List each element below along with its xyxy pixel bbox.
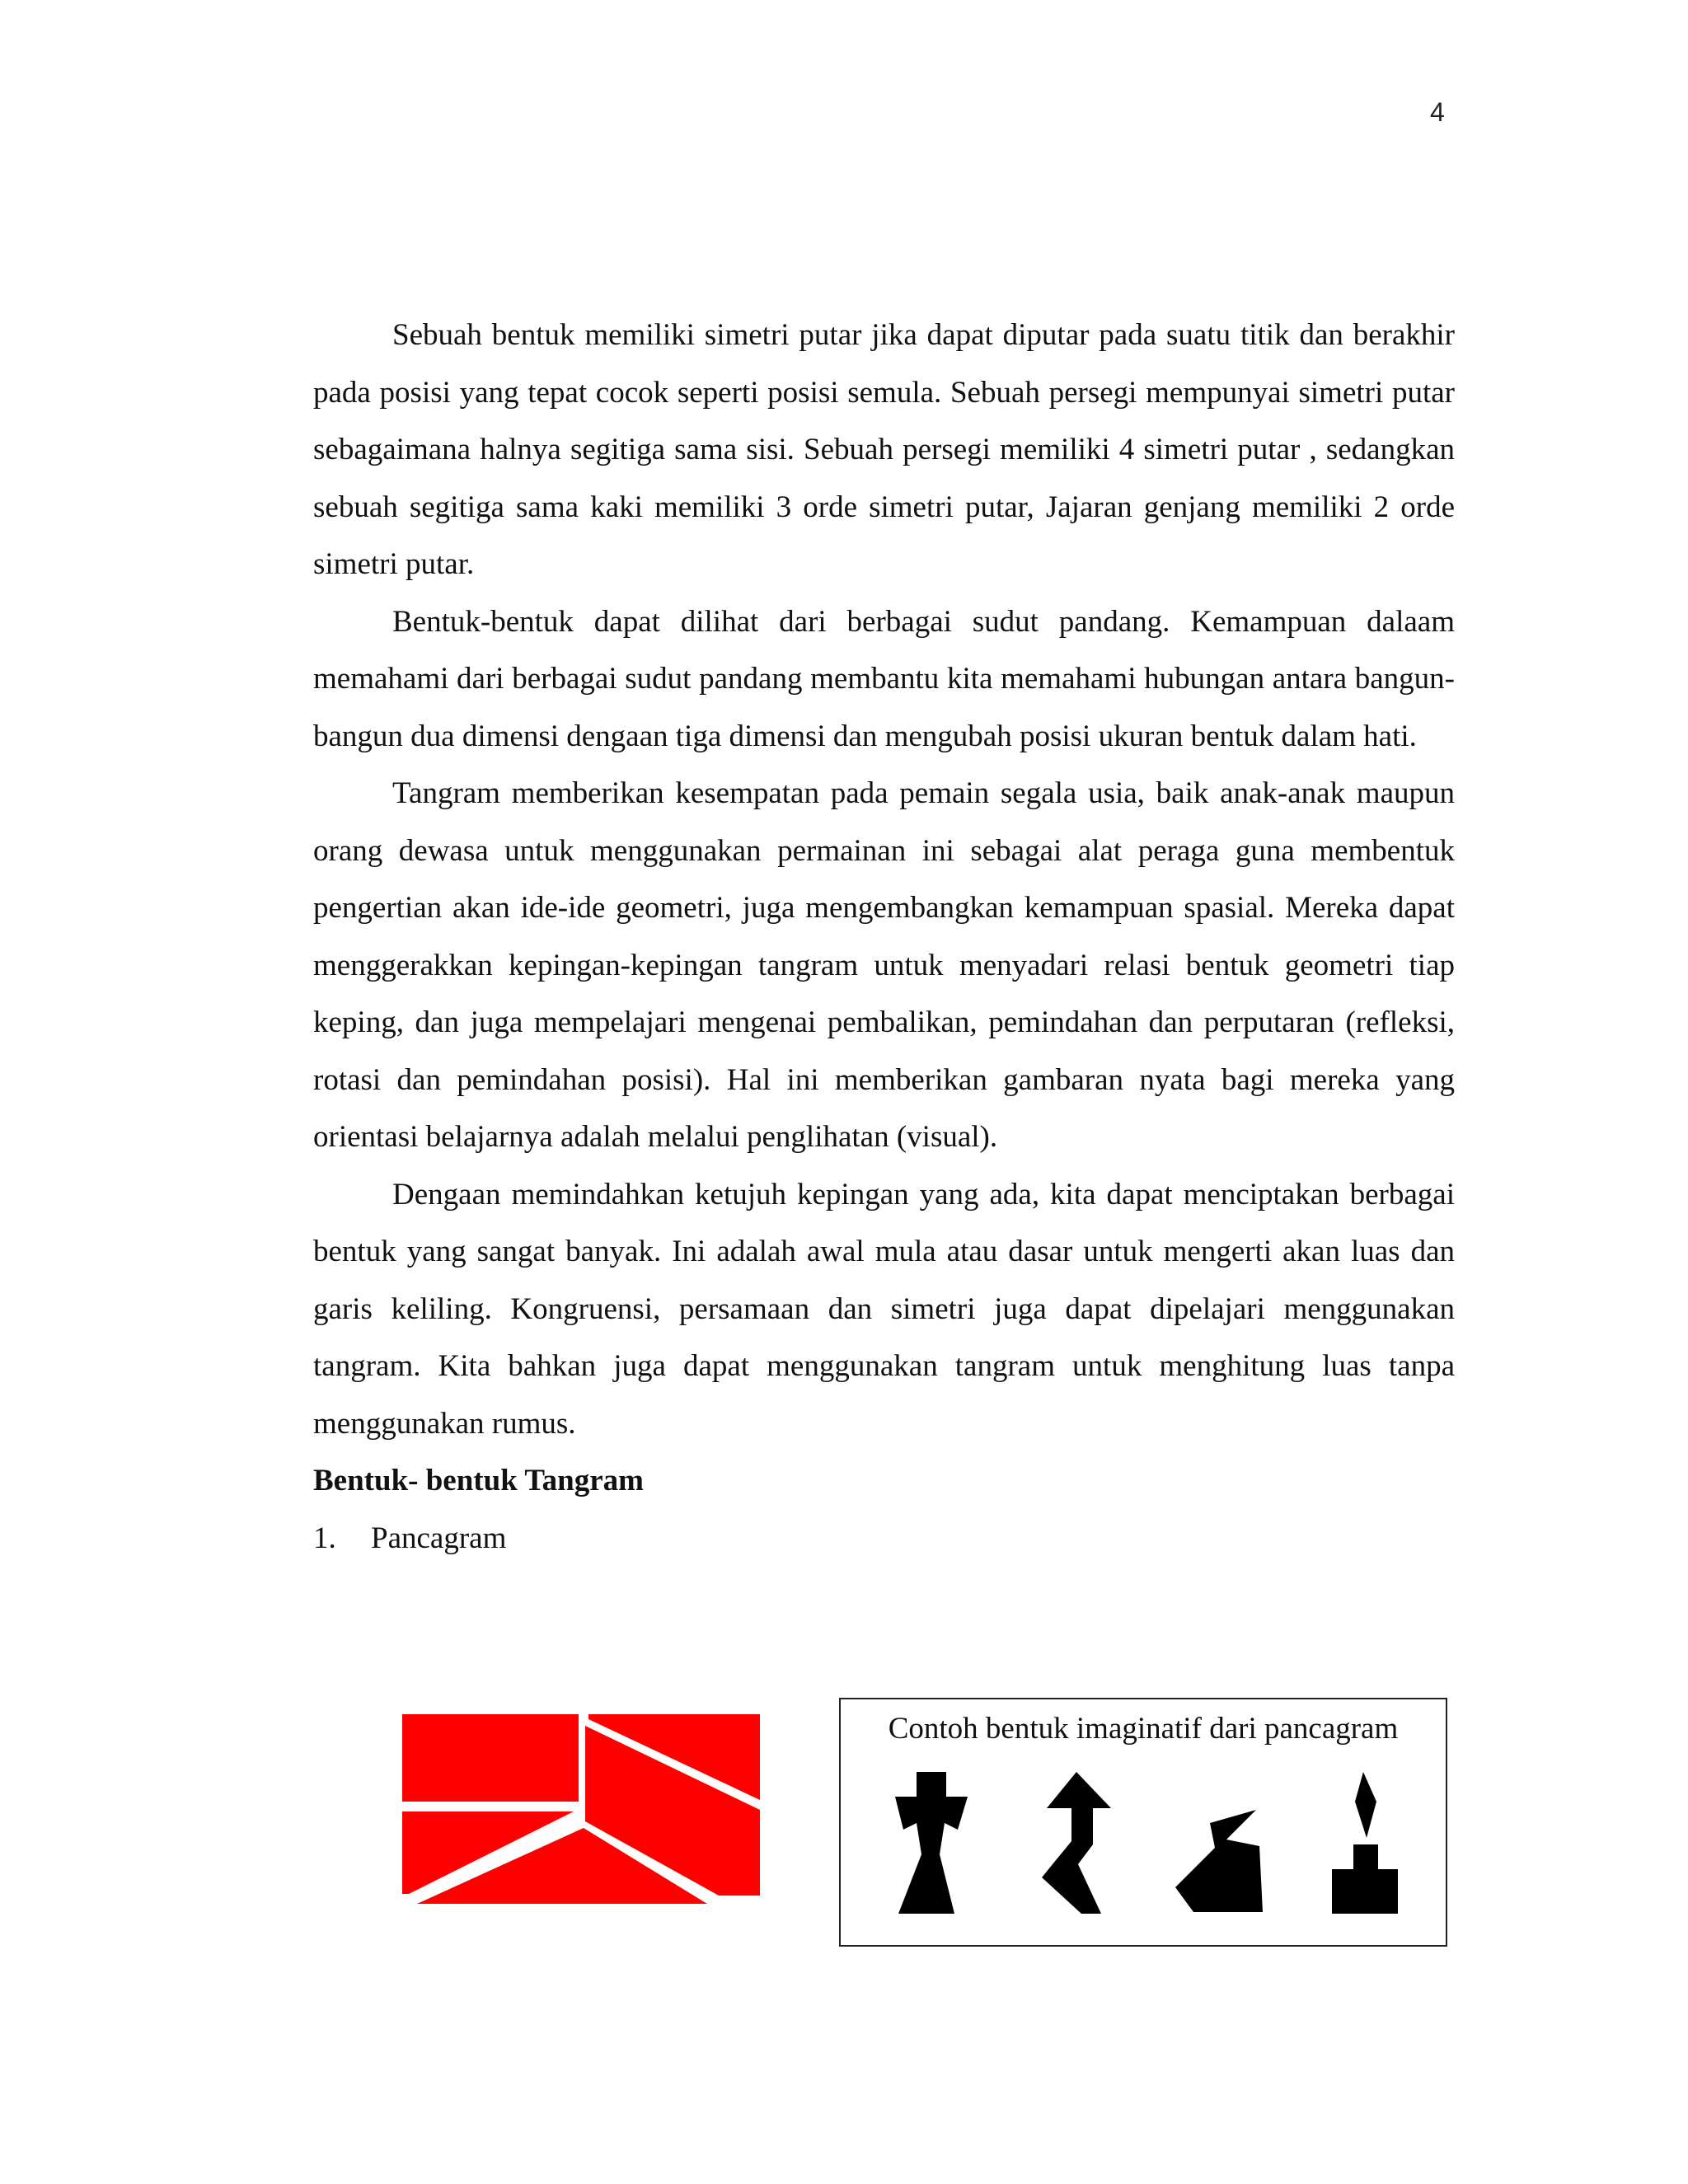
figure-shape-candle-icon: [1330, 1772, 1404, 1920]
examples-caption: Contoh bentuk imaginatif dari pancagram: [888, 1712, 1399, 1746]
pancagram-figure: [401, 1713, 763, 1907]
pancagram-piece-top-left-rectangle: [402, 1714, 579, 1802]
list-label: Pancagram: [371, 1521, 507, 1555]
page-body: [313, 307, 1455, 1567]
section-heading: Bentuk- bentuk Tangram: [313, 1464, 644, 1497]
pancagram-examples-box: [839, 1698, 1447, 1947]
figure-shape-arrow-icon: [1035, 1772, 1118, 1920]
paragraph-rotational-symmetry: Sebuah bentuk memiliki simetri putar jika dapat diputar pada suatu titik dan berakhir pada posisi yang tepat cocok seperti posisi semula. Sebuah persegi mempunyai simetri putar sebagaimana halnya segitiga sama sisi. Sebuah persegi memiliki 4 simetri putar , sedangkan sebuah segitiga sama kaki memiliki 3 orde simetri putar, Jajaran genjang memiliki 2 orde simetri putar.: [313, 318, 1455, 581]
figure-shape-person-icon: [893, 1772, 976, 1920]
list-number: 1.: [313, 1521, 336, 1555]
list-item-pancagram: [313, 1510, 1455, 1568]
page-number: 4: [1430, 97, 1445, 127]
paragraph-tangram-benefits: Tangram memberikan kesempatan pada pemain segala usia, baik anak-anak maupun orang dewasa untuk menggunakan permainan ini sebagai alat peraga guna membentuk pengertian akan ide-ide geometri, juga mengembangkan kemampuan spasial. Mereka dapat menggerakkan kepingan-kepingan tangram untuk menyadari relasi bentuk geometri tiap keping, dan juga mempelajari mengenai pembalikan, pemindahan dan perputaran (refleksi, rotasi dan pemindahan posisi). Hal ini memberikan gambaran nyata bagi mereka yang orientasi belajarnya adalah melalui penglihatan (visual).: [313, 776, 1455, 1154]
paragraph-viewpoints: Bentuk-bentuk dapat dilihat dari berbagai sudut pandang. Kemampuan dalaam memahami dari berbagai sudut pandang membantu kita memahami hubungan antara bangun-bangun dua dimensi dengaan tiga dimensi dan mengubah posisi ukuran bentuk dalam hati.: [313, 604, 1455, 753]
paragraph-moving-pieces: Dengaan memindahkan ketujuh kepingan yang ada, kita dapat menciptakan berbagai bentuk yang sangat banyak. Ini adalah awal mula atau dasar untuk mengerti akan luas dan garis keliling. Kongruensi, persamaan dan simetri juga dapat dipelajari menggunakan tangram. Kita bahkan juga dapat menggunakan tangram untuk menghitung luas tanpa menggunakan rumus.: [313, 1177, 1455, 1441]
figure-shape-boat-icon: [1174, 1772, 1273, 1920]
